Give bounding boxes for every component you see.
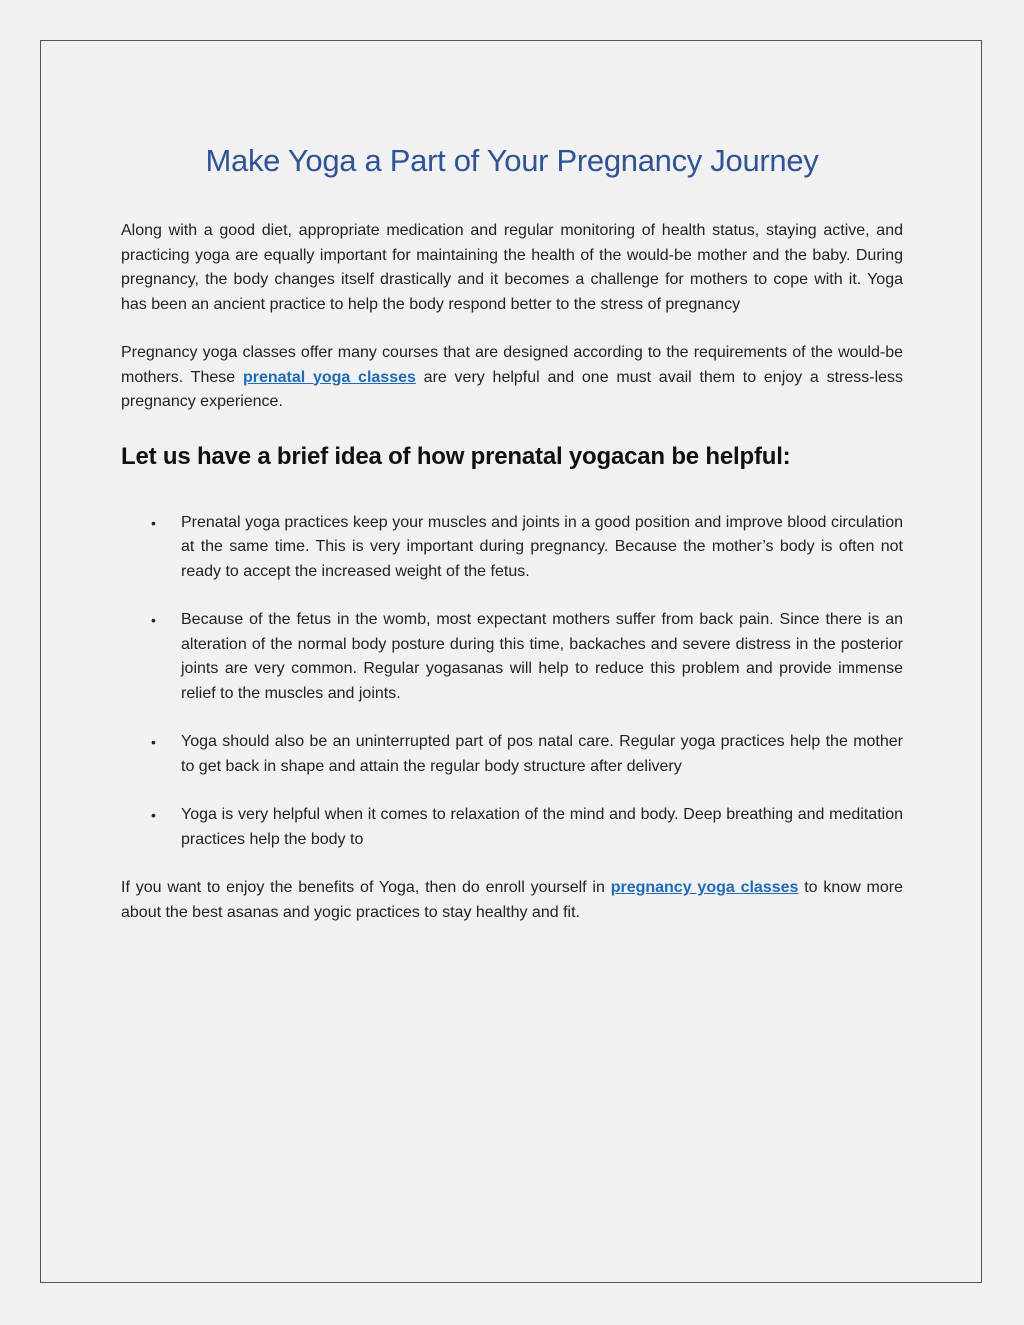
pregnancy-yoga-classes-link[interactable]: pregnancy yoga classes xyxy=(610,879,799,896)
closing-paragraph-text-after: to know more about the best asanas and yogic practices to stay healthy and fit. xyxy=(121,879,904,921)
second-paragraph-text-after: are very helpful and one must avail them to enjoy a stress-less pregnancy experience. xyxy=(121,368,904,410)
bullet-icon: • xyxy=(151,514,156,531)
list-item xyxy=(151,730,903,779)
list-item-text: Prenatal yoga practices keep your muscles and joints in a good position and improve blood circulation at the same time. This is very important during pregnancy. Because the mother’s body is often not ready to accept the increased weight of the fetus. xyxy=(181,513,903,580)
list-item xyxy=(151,511,903,585)
list-item-text: Yoga is very helpful when it comes to relaxation of the mind and body. Deep breathing and meditation practices help the body to xyxy=(181,806,903,848)
page-title: Make Yoga a Part of Your Pregnancy Journey xyxy=(205,143,819,178)
bullet-icon: • xyxy=(151,807,156,823)
closing-paragraph-text-before: If you want to enjoy the benefits of Yoga, then do enroll yourself in xyxy=(121,879,611,896)
bullet-icon: • xyxy=(151,612,156,628)
section-heading: Let us have a brief idea of how prenatal yogacan be helpful: xyxy=(121,442,791,470)
list-item xyxy=(151,608,903,706)
closing-paragraph xyxy=(121,876,903,925)
document-content xyxy=(121,141,903,925)
document-page xyxy=(40,40,982,1283)
list-item-text: Yoga should also be an uninterrupted part of pos natal care. Regular yoga practices help the mother to get back in shape and attain the regular body structure after delivery xyxy=(181,733,903,775)
bullet-icon: • xyxy=(151,734,156,750)
second-paragraph xyxy=(121,341,903,415)
prenatal-yoga-classes-link[interactable]: prenatal yoga classes xyxy=(242,368,416,386)
list-item-text: Because of the fetus in the womb, most expectant mothers suffer from back pain. Since there is an alteration of the normal body posture during this time, backaches and severe distress in the posterior joints are very common. Regular yogasanas will help to reduce this problem and provide immense relief to the muscles and joints. xyxy=(181,611,903,702)
list-item xyxy=(151,803,903,852)
intro-paragraph: Along with a good diet, appropriate medication and regular monitoring of health status, staying active, and practicing yoga are equally important for maintaining the health of the would-be mother and the baby. During pregnancy, the body changes itself drastically and it becomes a challenge for mothers to cope with it. Yoga has been an ancient practice to help the body respond better to the stress of pregnancy xyxy=(121,222,903,313)
benefits-list xyxy=(121,511,903,853)
second-paragraph-text-before: Pregnancy yoga classes offer many courses that are designed according to the requirements of the would-be mothers. These xyxy=(121,344,903,386)
